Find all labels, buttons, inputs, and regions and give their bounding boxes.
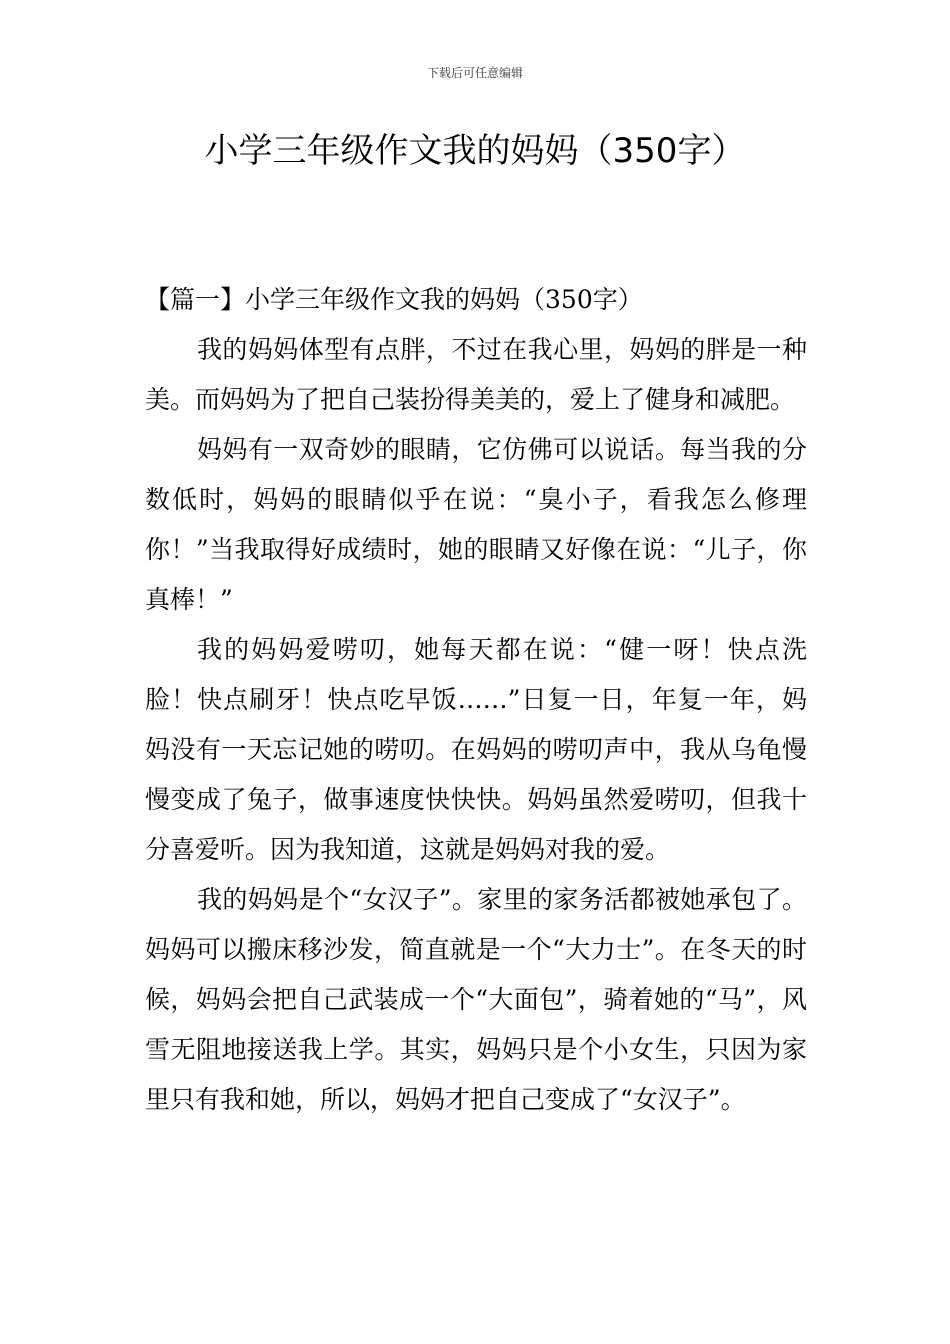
page-title: 小学三年级作文我的妈妈（350字） [204, 131, 746, 171]
paragraph-1: 我的妈妈体型有点胖，不过在我心里，妈妈的胖是一种美。而妈妈为了把自己装扮得美美的，爱上了健身和减肥。 [145, 335, 807, 414]
paragraph-4: 我的妈妈是个“女汉子”。家里的家务活都被她承包了。妈妈可以搬床移沙发，简直就是一个“大力士”。在冬天的时候，妈妈会把自己武装成一个“大面包”，骑着她的“马”，风雪无阻地接送我上学。其实，妈妈只是个小女生，只因为家里只有我和她，所以，妈妈才把自己变成了“女汉子”。 [145, 885, 807, 1114]
header-note: 下载后可任意编辑 [426, 66, 523, 80]
paragraph-2: 妈妈有一双奇妙的眼睛，它仿佛可以说话。每当我的分数低时，妈妈的眼睛似乎在说：“臭小子，看我怎么修理你！”当我取得好成绩时，她的眼睛又好像在说：“儿子，你真棒！” [145, 435, 807, 614]
document-body [145, 275, 807, 1125]
section-heading: 【篇一】小学三年级作文我的妈妈（350字） [145, 285, 643, 314]
paragraph-3: 我的妈妈爱唠叨，她每天都在说：“健一呀！快点洗脸！快点刷牙！快点吃早饭……”日复一日，年复一年，妈妈没有一天忘记她的唠叨。在妈妈的唠叨声中，我从乌龟慢慢变成了兔子，做事速度快快快。妈妈虽然爱唠叨，但我十分喜爱听。因为我知道，这就是妈妈对我的爱。 [145, 635, 807, 864]
